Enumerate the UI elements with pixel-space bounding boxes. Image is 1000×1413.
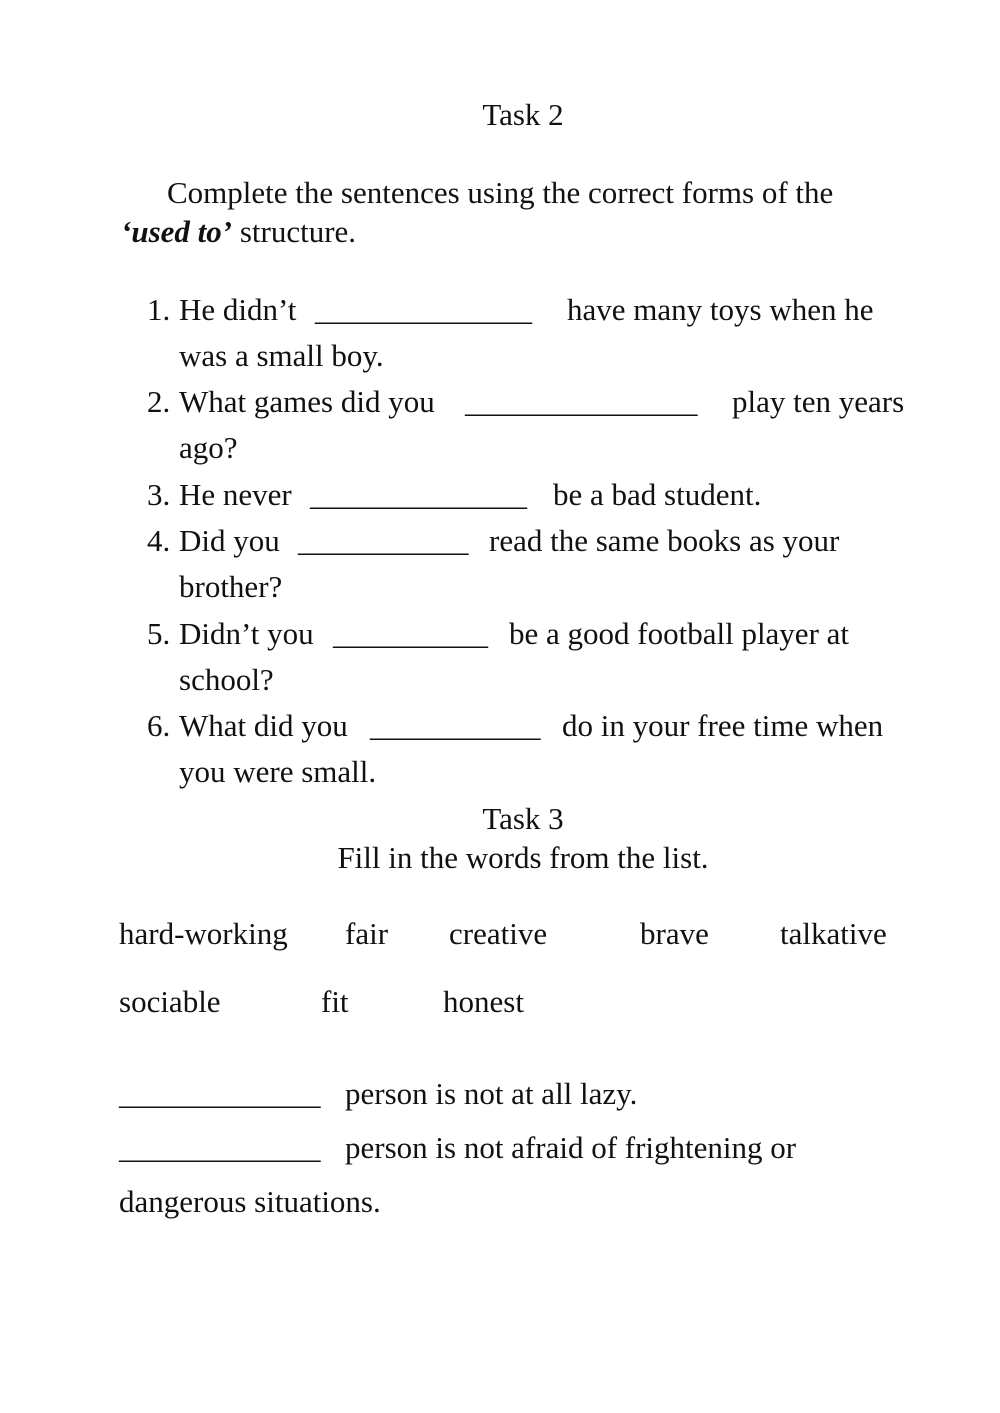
answer-blank-4[interactable]: ___________ [298,523,469,558]
item-text-start: Did you [179,523,280,558]
task2-title: Task 2 [482,97,564,132]
word-item[interactable]: brave [640,916,709,951]
item-number: 4. [147,523,171,558]
item-number: 5. [147,616,171,651]
item-text-start: Didn’t you [179,616,314,651]
word-item[interactable]: fit [321,984,349,1019]
item-text-end: play ten years [732,384,905,419]
item-text-continued: school? [179,662,274,697]
sentence-text: person is not afraid of frightening or [345,1130,797,1165]
word-item[interactable]: honest [443,984,524,1019]
answer-blank-6[interactable]: ___________ [370,708,541,743]
item-text-continued: ago? [179,430,238,465]
word-item[interactable]: hard-working [119,916,288,951]
task2-instruction-line2 [121,214,356,250]
item-text-continued: was a small boy. [179,338,384,373]
item-text-continued: you were small. [179,754,377,789]
item-text-end: be a good football player at [509,616,850,651]
item-text-start: What games did you [179,384,435,419]
used-to-emphasis: ‘used to’ [121,214,233,249]
word-item[interactable]: sociable [119,984,221,1019]
task3-title: Task 3 [482,801,564,836]
item-text-end: be a bad student. [553,477,762,512]
item-text-start: He never [179,477,292,512]
answer-blank[interactable]: _____________ [119,1130,321,1165]
task3-instruction: Fill in the words from the list. [337,840,709,875]
item-text-continued: brother? [179,569,283,604]
answer-blank-2[interactable]: _______________ [465,384,698,419]
item-text-end: have many toys when he [567,292,874,327]
answer-blank[interactable]: _____________ [119,1076,321,1111]
task2-instruction-line1: Complete the sentences using the correct forms of the [167,175,834,210]
answer-blank-1[interactable]: ______________ [315,292,532,327]
answer-blank-3[interactable]: ______________ [310,477,527,512]
item-text-start: What did you [179,708,348,743]
word-item[interactable]: talkative [780,916,887,951]
item-number: 1. [147,292,171,327]
sentence-text-continued: dangerous situations. [119,1184,381,1219]
item-text-end: read the same books as your [489,523,840,558]
item-number: 3. [147,477,171,512]
answer-blank-5[interactable]: __________ [333,616,488,651]
instruction-suffix: structure. [232,214,357,249]
word-item[interactable]: fair [345,916,389,951]
item-text-start: He didn’t [179,292,297,327]
item-text-end: do in your free time when [562,708,884,743]
item-number: 2. [147,384,171,419]
sentence-text: person is not at all lazy. [345,1076,638,1111]
word-item[interactable]: creative [449,916,548,951]
item-number: 6. [147,708,171,743]
